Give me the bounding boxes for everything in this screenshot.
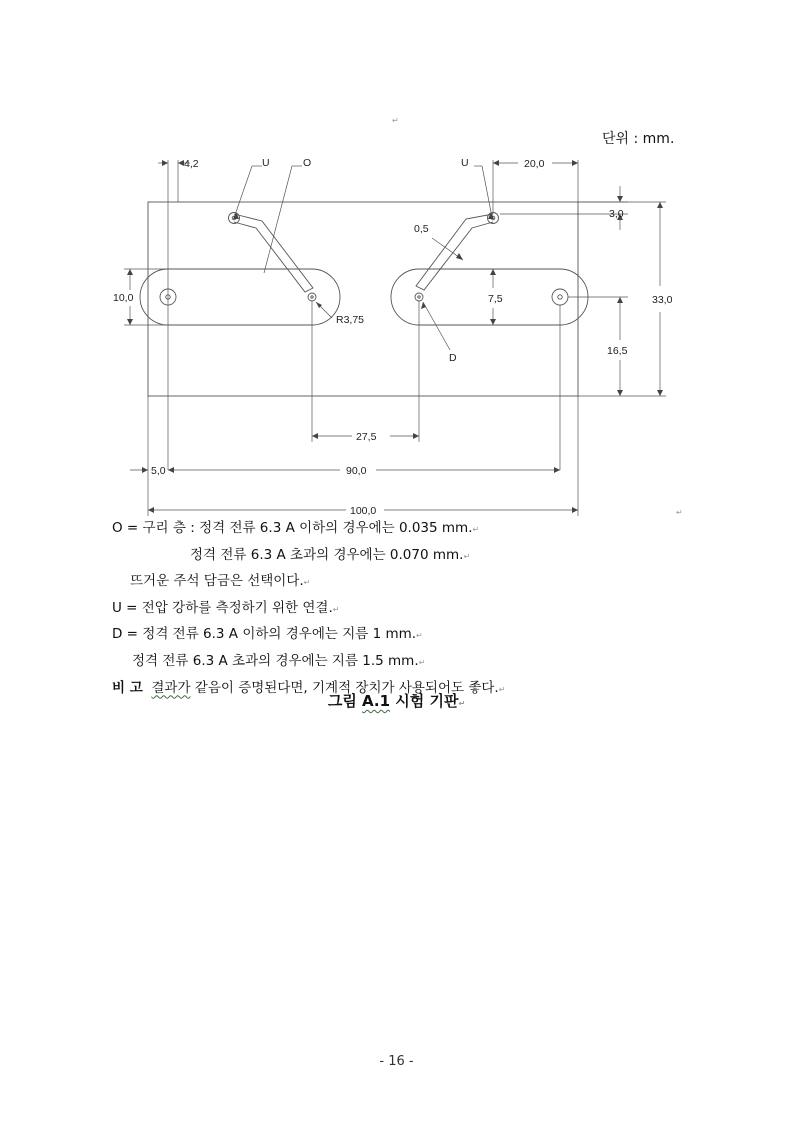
note-u: U = 전압 강하를 측정하기 위한 연결.↵ bbox=[112, 599, 340, 616]
figure-caption: 그림 A.1 시험 기판↵ bbox=[327, 692, 466, 710]
dim-90-0: 90,0 bbox=[346, 465, 367, 477]
legend-notes bbox=[112, 516, 712, 702]
remark-heading: 비 고 bbox=[112, 679, 143, 696]
dim-5-0: 5,0 bbox=[151, 465, 166, 477]
dim-20-0: 20,0 bbox=[524, 158, 545, 170]
label-u-right: U bbox=[461, 157, 469, 169]
dim-27-5: 27,5 bbox=[356, 431, 377, 443]
label-o: O bbox=[303, 157, 312, 169]
dim-4-2: 4,2 bbox=[184, 158, 199, 170]
note-d-line-1: D = 정격 전류 6.3 A 이하의 경우에는 지름 1 mm.↵ bbox=[112, 626, 423, 643]
note-o-line-1: O = 구리 층 : 정격 전류 6.3 A 이하의 경우에는 0.035 mm.↵ bbox=[112, 520, 480, 536]
unit-label: 단위 : mm. bbox=[602, 131, 675, 147]
label-d: D bbox=[449, 352, 457, 364]
board-outline bbox=[148, 202, 578, 396]
label-u-left: U bbox=[262, 157, 270, 169]
dim-10-0: 10,0 bbox=[113, 292, 134, 304]
dim-7-5: 7,5 bbox=[488, 293, 503, 305]
remark-spellcheck-word: 결과가 bbox=[151, 679, 191, 696]
note-d-line-2: 정격 전류 6.3 A 초과의 경우에는 지름 1.5 mm.↵ bbox=[132, 652, 426, 669]
note-o-line-3: 뜨거운 주석 담금은 선택이다.↵ bbox=[130, 573, 311, 590]
label-thickness: 0,5 bbox=[414, 223, 429, 235]
paragraph-mark: ↵ bbox=[676, 508, 683, 517]
trace-left bbox=[234, 214, 313, 292]
note-o-line-2: 정격 전류 6.3 A 초과의 경우에는 0.070 mm.↵ bbox=[190, 546, 471, 563]
dim-100-0: 100,0 bbox=[350, 505, 377, 517]
dim-3-0: 3,0 bbox=[609, 208, 624, 220]
figure-id: A.1 bbox=[362, 692, 391, 710]
page-number: - 16 - bbox=[379, 1054, 414, 1069]
dim-33-0: 33,0 bbox=[652, 294, 673, 306]
label-r375: R3,75 bbox=[336, 314, 365, 326]
paragraph-mark: ↵ bbox=[392, 116, 399, 125]
dim-16-5: 16,5 bbox=[607, 345, 628, 357]
remark-note: 비 고 결과가 같음이 증명된다면, 기계적 장치가 사용되어도 좋다.↵ bbox=[112, 679, 506, 696]
